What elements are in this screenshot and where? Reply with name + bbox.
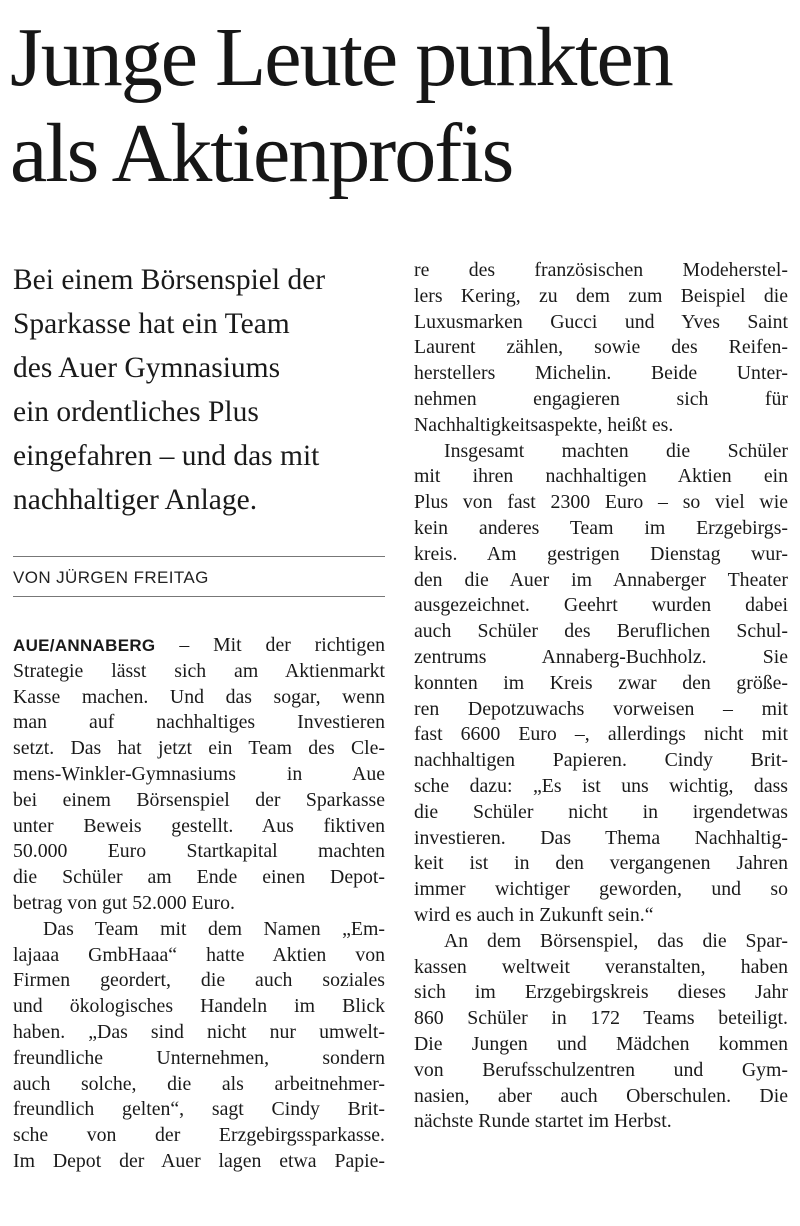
body-line: sche von der Erzgebirgssparkasse. (13, 1124, 385, 1147)
lead-line: eingefahren – und das mit (13, 440, 320, 472)
body-line: Im Depot der Auer lagen etwa Papie- (13, 1149, 385, 1172)
body-line: ausgezeichnet. Geehrt wurden dabei (414, 594, 788, 617)
body-line: Strategie lässt sich am Aktienmarkt (13, 659, 385, 682)
body-line: freundliche Unternehmen, sondern (13, 1046, 385, 1069)
body-line: Luxusmarken Gucci und Yves Saint (414, 310, 788, 333)
body-line: ren Depotzuwachs vorweisen – mit (414, 697, 788, 720)
body-line: herstellers Michelin. Beide Unter- (414, 362, 788, 385)
right-column (414, 258, 788, 1135)
left-column (13, 258, 385, 1175)
body-line: bei einem Börsenspiel der Sparkasse (13, 788, 385, 811)
body-line: fast 6600 Euro –, allerdings nicht mit (414, 723, 788, 746)
body-line: Firmen geordert, die auch soziales (13, 969, 385, 992)
byline-bottom-rule (13, 596, 385, 597)
body-line: unter Beweis gestellt. Aus fiktiven (13, 814, 385, 837)
body-line: investieren. Das Thema Nachhaltig- (414, 826, 788, 849)
body-line: von Berufsschulzentren und Gym- (414, 1058, 788, 1081)
body-line: die Schüler am Ende einen Depot- (13, 866, 385, 889)
body-line: die Schüler nicht in irgendetwas (414, 800, 788, 823)
body-line: 860 Schüler in 172 Teams beteiligt. (414, 1007, 788, 1030)
body-line: Nachhaltigkeitsaspekte, heißt es. (414, 413, 674, 436)
body-line: lers Kering, zu dem zum Beispiel die (414, 284, 788, 307)
body-line: Plus von fast 2300 Euro – so viel wie (414, 491, 788, 514)
body-line: Insgesamt machten die Schüler (444, 439, 788, 462)
body-line: sich im Erzgebirgskreis dieses Jahr (414, 981, 788, 1004)
lead-line: Sparkasse hat ein Team (13, 308, 290, 340)
body-line: Laurent zählen, sowie des Reifen- (414, 336, 788, 359)
body-line: re des französischen Modeherstel- (414, 259, 788, 281)
body-line: Kasse machen. Und das sogar, wenn (13, 685, 385, 708)
body-line: man auf nachhaltiges Investieren (13, 711, 385, 734)
byline: VON JÜRGEN FREITAG (13, 568, 209, 587)
body-line: betrag von gut 52.000 Euro. (13, 891, 235, 914)
body-line: den die Auer im Annaberger Theater (414, 568, 788, 591)
body-line: auch solche, die als arbeitnehmer- (13, 1072, 385, 1095)
body-line: auch Schüler des Beruflichen Schul- (414, 620, 788, 643)
body-line: wird es auch in Zukunft sein.“ (414, 903, 654, 926)
body-line: Die Jungen und Mädchen kommen (414, 1032, 788, 1055)
body-line (13, 633, 385, 659)
body-line: kein anderes Team im Erzgebirgs- (414, 516, 788, 539)
lead-line: Bei einem Börsenspiel der (13, 264, 326, 296)
body-line: setzt. Das hat jetzt ein Team des Cle- (13, 737, 385, 760)
body-line: lajaaa GmbHaaa“ hatte Aktien von (13, 943, 385, 966)
body-text-right (414, 258, 788, 1135)
body-line: kassen weltweit veranstalten, haben (414, 955, 788, 978)
body-line: nehmen engagieren sich für (414, 387, 788, 410)
body-line: 50.000 Euro Startkapital machten (13, 840, 385, 863)
lead-line: nachhaltiger Anlage. (13, 484, 258, 516)
lead-line: ein ordentliches Plus (13, 396, 259, 428)
headline (10, 10, 790, 202)
body-line: keit ist in den vergangenen Jahren (414, 852, 788, 875)
body-line: kreis. Am gestrigen Dienstag wur- (414, 542, 788, 565)
headline-line: als Aktienprofis (10, 107, 513, 200)
body-line: zentrums Annaberg-Buchholz. Sie (414, 645, 788, 668)
body-text-left (13, 633, 385, 1175)
headline-line: Junge Leute punkten (10, 11, 672, 104)
body-line-text: – Mit der richtigen (155, 634, 385, 656)
body-line: mens-Winkler-Gymnasiums in Aue (13, 762, 385, 785)
body-line: nächste Runde startet im Herbst. (414, 1110, 672, 1133)
body-line: nachhaltigen Papieren. Cindy Brit- (414, 749, 788, 772)
body-line: sche dazu: „Es ist uns wichtig, dass (414, 774, 788, 797)
body-line: konnten im Kreis zwar den größe- (414, 671, 788, 694)
body-line: nasien, aber auch Oberschulen. Die (414, 1084, 788, 1107)
lead-line: des Auer Gymnasiums (13, 352, 281, 384)
lead-paragraph (13, 258, 385, 522)
body-line: immer wichtiger geworden, und so (414, 878, 788, 901)
body-line: freundlich gelten“, sagt Cindy Brit- (13, 1098, 385, 1121)
body-line: und ökologisches Handeln im Blick (13, 995, 385, 1018)
body-line: Das Team mit dem Namen „Em- (43, 917, 385, 940)
body-line: haben. „Das sind nicht nur umwelt- (13, 1020, 385, 1043)
body-line: mit ihren nachhaltigen Aktien ein (414, 465, 788, 488)
dateline: AUE/ANNABERG (13, 636, 156, 655)
body-line: An dem Börsenspiel, das die Spar- (444, 929, 788, 952)
